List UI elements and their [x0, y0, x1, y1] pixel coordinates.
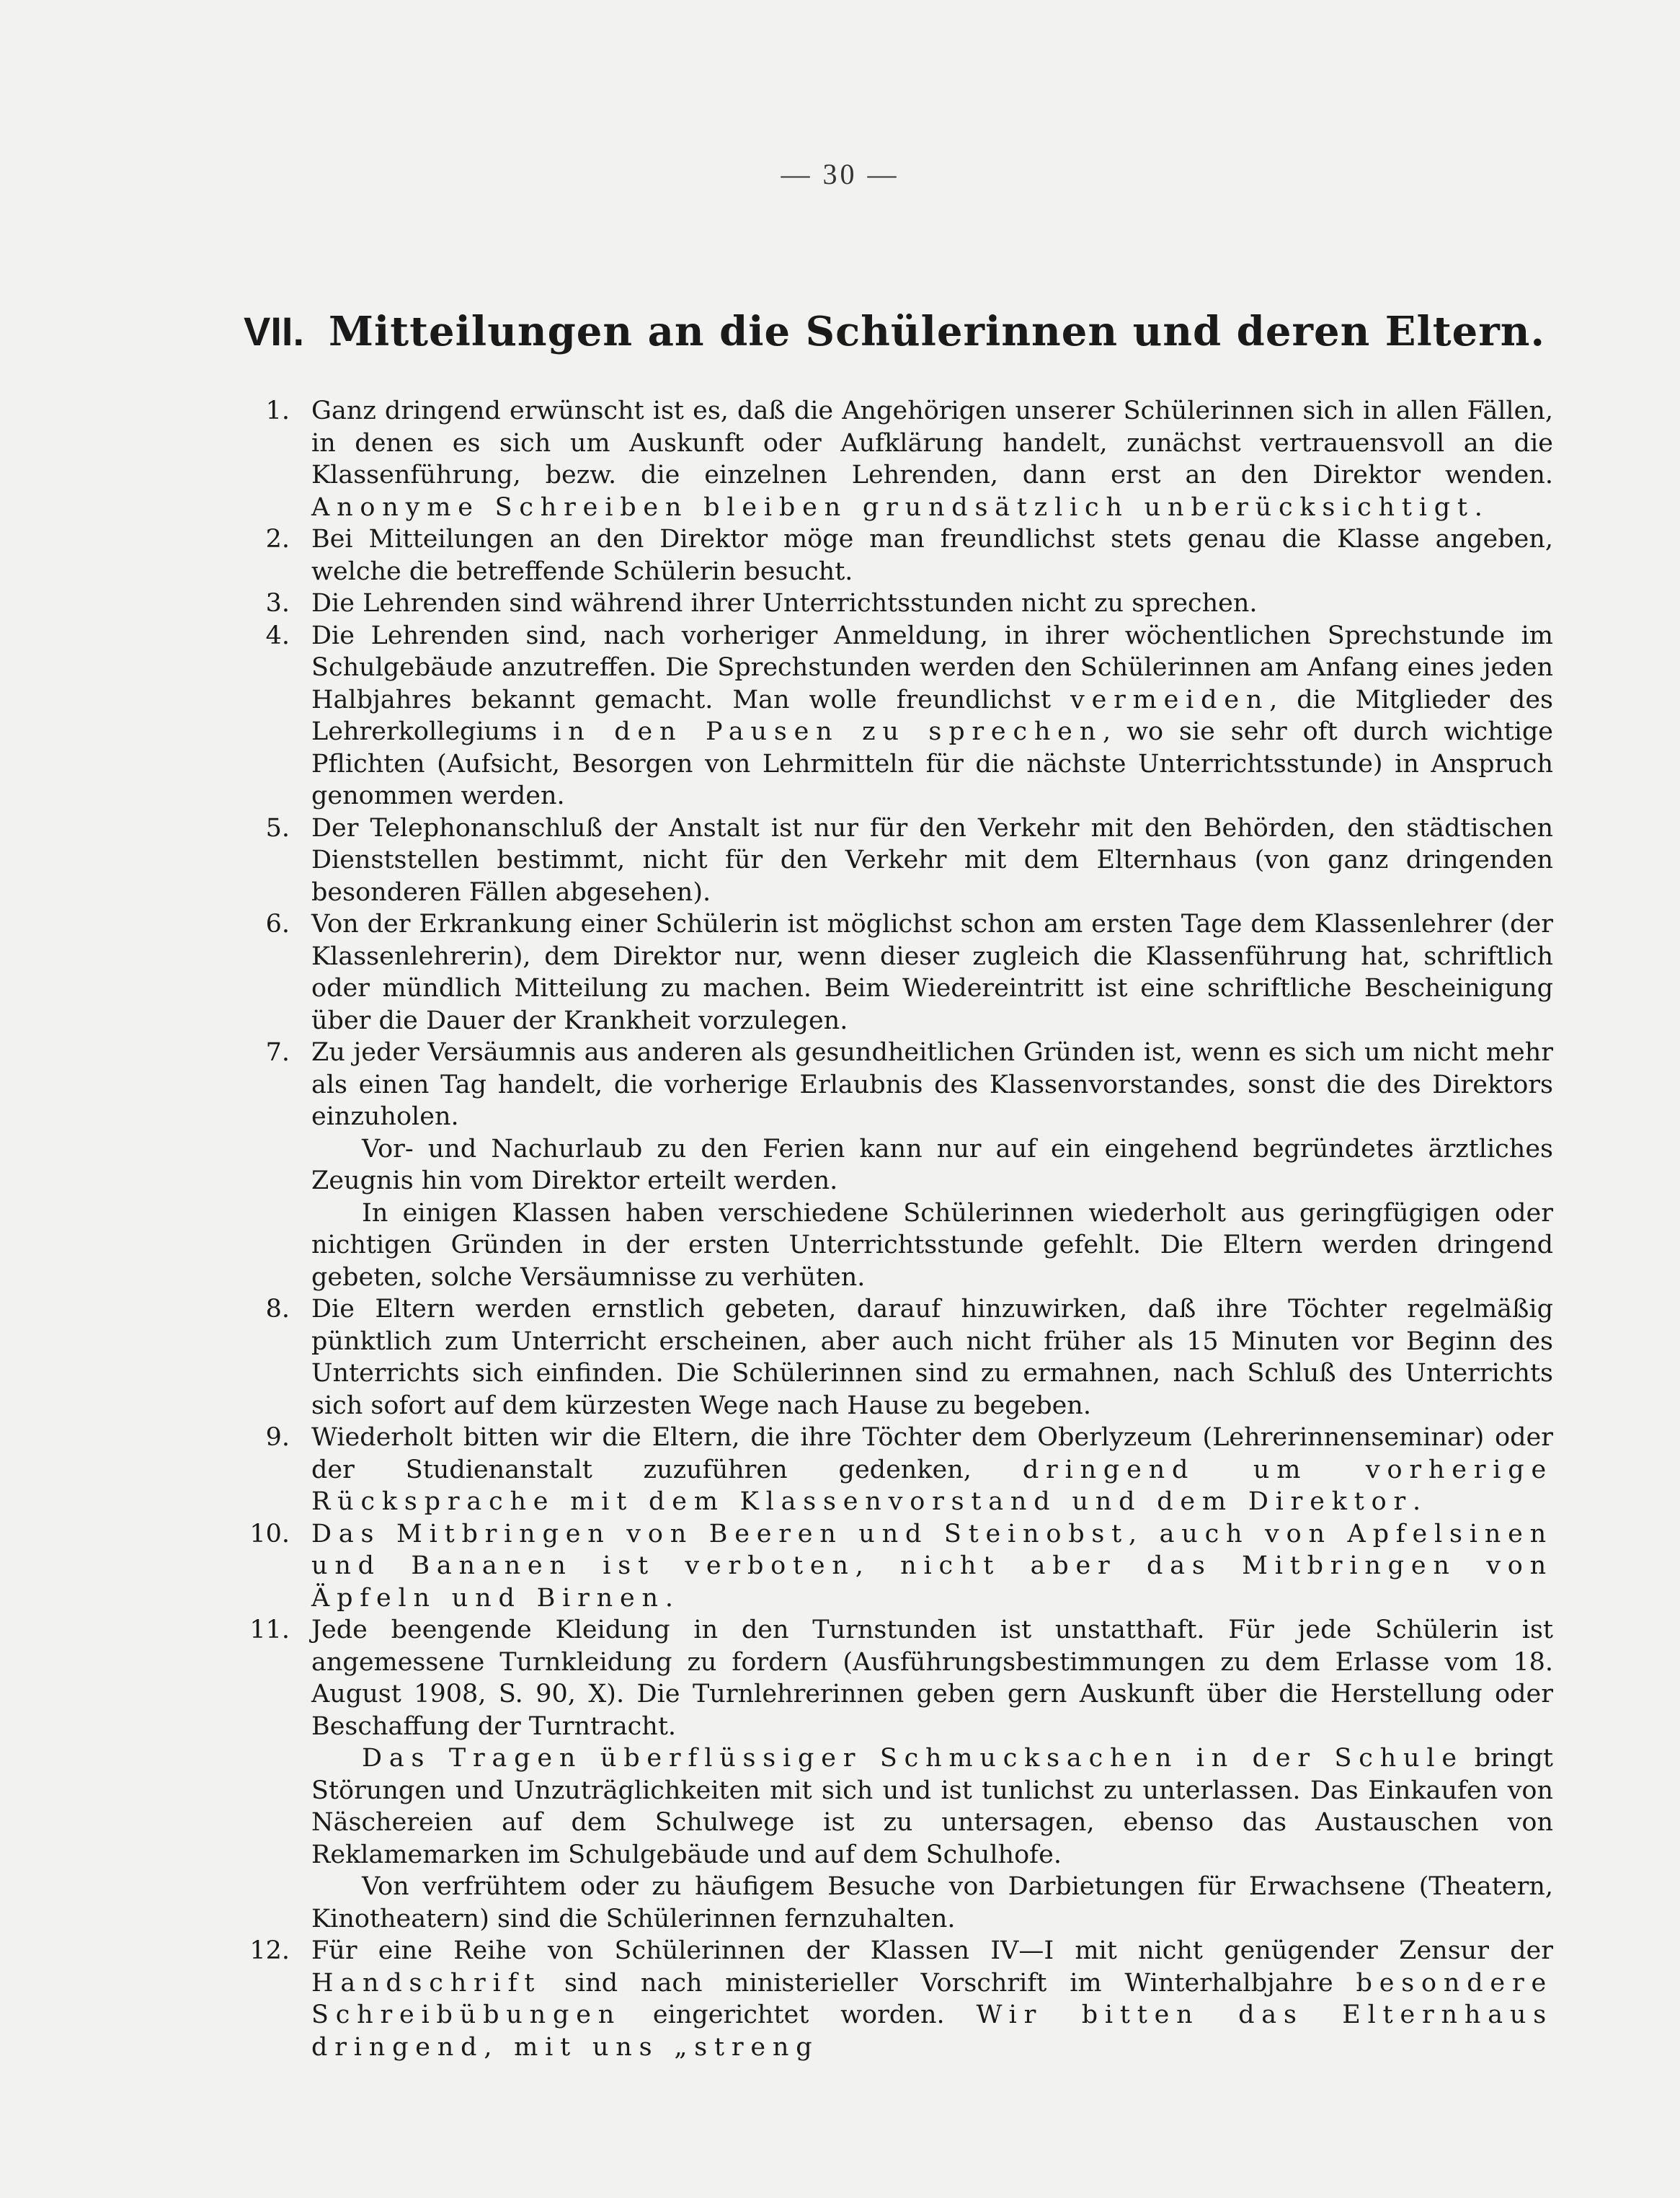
list-item [245, 1037, 1553, 1293]
text-run: , wo sie sehr oft durch wichtige Pflichten (Aufsicht, Besorgen von Lehrmitteln für die nächste Unterrichtsstunde) in Anspruch genommen werden. [311, 717, 1554, 810]
text-run: Die Lehrenden sind, nach vorheriger Anmeldung, in ihrer wöchentlichen Sprechstunde im Schulgebäude anzutreffen. Die Sprechstunden werden den Schülerinnen am Anfang eines jeden Halbjahres bekannt gemacht. Man wolle freundlichst [311, 621, 1553, 714]
item-number: 11. [249, 1616, 290, 1644]
item-paragraph [311, 1197, 1553, 1294]
list-item [245, 1422, 1553, 1518]
item-text [311, 396, 1553, 522]
text-run: . [1413, 1487, 1421, 1516]
text-run: Zu jeder Versäumnis aus anderen als gesundheitlichen Gründen ist, wenn es sich um nicht mehr als einen Tag handelt, die vorherige Erlaubnis des Klassenvorstandes, sonst die des Direktors einzuholen. [311, 1038, 1553, 1131]
emphasized-text: vermeiden [1070, 685, 1270, 714]
item-number: 12. [249, 1936, 290, 1965]
text-run: Jede beengende Kleidung in den Turnstunden ist unstatthaft. Für jede Schülerin ist angemessene Turnkleidung zu fordern (Ausführungsbestimmungen zu dem Erlasse vom 18. August 1908, S. 90, X). Die Turnlehrerinnen geben gern Auskunft über die Herstellung oder Beschaffung der Turntracht. [311, 1616, 1553, 1741]
list-item [245, 1518, 1553, 1615]
section-number: VII. [244, 309, 305, 354]
item-number: 1. [265, 396, 290, 425]
text-run: Die Lehrenden sind während ihrer Unterrichtsstunden nicht zu sprechen. [311, 589, 1258, 618]
item-text [311, 589, 1258, 618]
list-item [245, 1293, 1553, 1422]
item-number: 9. [265, 1423, 290, 1452]
item-number: 5. [265, 813, 290, 843]
list-item [245, 1614, 1553, 1935]
text-run: Vor- und Nachurlaub zu den Ferien kann nur auf ein eingehend begründetes ärztliches Zeugnis hin vom Direktor erteilt werden. [311, 1134, 1553, 1195]
item-text [311, 1616, 1553, 1741]
text-run: , die Mitglieder des Lehrerkollegiums [311, 685, 1553, 746]
emphasized-text: Wir bitten das Elternhaus dringend, mit uns „streng [311, 2000, 1553, 2062]
item-number: 7. [265, 1038, 290, 1067]
text-run: Die Eltern werden ernstlich gebeten, darauf hinzuwirken, daß ihre Töchter regelmäßig pünktlich zum Unterricht erscheinen, aber auch nicht früher als 15 Minuten vor Beginn des Unterrichts sich einfinden. Die Schülerinnen sind zu ermahnen, nach Schluß des Unterrichts sich sofort auf dem kürzesten Wege nach Hause zu begeben. [311, 1295, 1553, 1420]
item-paragraph [311, 1871, 1553, 1935]
section-title: Mitteilungen an die Schülerinnen und deren Eltern. [329, 308, 1545, 355]
item-text [311, 1423, 1553, 1516]
emphasized-text: Das Tragen überflüssiger Schmucksachen in der Schule [362, 1744, 1464, 1773]
emphasized-text: Anonyme Schreiben bleiben grundsätzlich unberücksichtigt. [311, 492, 1490, 522]
list-item [245, 395, 1553, 523]
emphasized-text: Handschrift [311, 1968, 542, 1998]
emphasized-text: in den Pausen zu sprechen [553, 717, 1103, 746]
text-run: Der Telephonanschluß der Anstalt ist nur für den Verkehr mit den Behörden, den städtischen Dienststellen bestimmt, nicht für den Verkehr mit dem Elternhaus (von ganz dringenden besonderen Fällen abgesehen). [311, 813, 1553, 907]
text-run: sind nach ministerieller Vorschrift im Winterhalbjahre [541, 1968, 1356, 1998]
text-run: Bei Mitteilungen an den Direktor möge man freundlichst stets genau die Klasse angeben, welche die betreffende Schülerin besucht. [311, 525, 1553, 586]
item-paragraph [311, 1742, 1553, 1871]
item-text [311, 910, 1553, 1035]
item-number: 2. [265, 525, 290, 554]
list-item [245, 908, 1553, 1037]
emphasized-text: besondere Schreibübungen [311, 1968, 1553, 2029]
text-run: Von verfrühtem oder zu häufigem Besuche von Darbietungen für Erwachsene (Theatern, Kinotheatern) sind die Schülerinnen fernzuhalten. [311, 1872, 1553, 1933]
item-text [311, 621, 1553, 811]
text-run: Ganz dringend erwünscht ist es, daß die Angehörigen unserer Schülerinnen sich in allen Fällen, in denen es sich um Auskunft oder Aufklärung handelt, zunächst vertrauensvoll an die Klassenführung, bezw. die einzelnen Lehrenden, dann erst an den Direktor wenden. [311, 396, 1553, 489]
item-text [311, 1936, 1553, 2062]
emphasized-text: dringend um vorherige Rücksprache mit dem Klassenvorstand und dem Direktor [311, 1455, 1553, 1516]
item-number: 10. [249, 1519, 290, 1548]
text-run: Für eine Reihe von Schülerinnen der Klassen IV—I mit nicht genügender Zensur der [311, 1936, 1553, 1965]
list-item [245, 523, 1553, 588]
item-text [311, 1520, 1553, 1613]
notice-list [245, 395, 1553, 2063]
item-text [311, 1295, 1553, 1420]
list-item [245, 812, 1553, 909]
item-text [311, 525, 1553, 586]
text-run: Von der Erkrankung einer Schülerin ist möglichst schon am ersten Tage dem Klassenlehrer (der Klassenlehrerin), dem Direktor nur, wenn dieser zugleich die Klassenführung hat, schriftlich oder mündlich Mitteilung zu machen. Beim Wiedereintritt ist eine schriftliche Bescheinigung über die Dauer der Krankheit vorzulegen. [311, 910, 1553, 1035]
item-text [311, 1038, 1553, 1131]
item-number: 6. [265, 910, 290, 939]
list-item [245, 588, 1553, 620]
section-heading [244, 296, 1555, 368]
text-run: bringt Störungen und Unzuträglichkeiten mit sich und ist tunlichst zu unterlassen. Das Einkaufen von Näschereien auf dem Schulwege ist zu untersagen, ebenso das Austauschen von Reklamemarken im Schulgebäude und auf dem Schulhofe. [311, 1744, 1553, 1869]
item-number: 3. [265, 589, 290, 618]
text-run: In einigen Klassen haben verschiedene Schülerinnen wiederholt aus geringfügigen oder nichtigen Gründen in der ersten Unterrichtsstunde gefehlt. Die Eltern werden dringend gebeten, solche Versäumnisse zu verhüten. [311, 1198, 1553, 1292]
item-paragraph [311, 1133, 1553, 1197]
list-item [245, 620, 1553, 812]
page-number: — 30 — [781, 158, 899, 190]
item-number: 8. [265, 1295, 290, 1324]
item-text [311, 814, 1553, 907]
list-item [245, 1935, 1553, 2063]
text-run: Wiederholt bitten wir die Eltern, die ihre Töchter dem Oberlyzeum (Lehrerinnenseminar) oder der Studienanstalt zuzuführen gedenken, [311, 1423, 1553, 1484]
text-run: eingerichtet worden. [621, 2000, 977, 2029]
item-number: 4. [265, 621, 290, 650]
emphasized-text: Das Mitbringen von Beeren und Steinobst, auch von Apfelsinen und Bananen ist verboten, nicht aber das Mitbringen von Äpfeln und Birnen. [311, 1519, 1553, 1613]
